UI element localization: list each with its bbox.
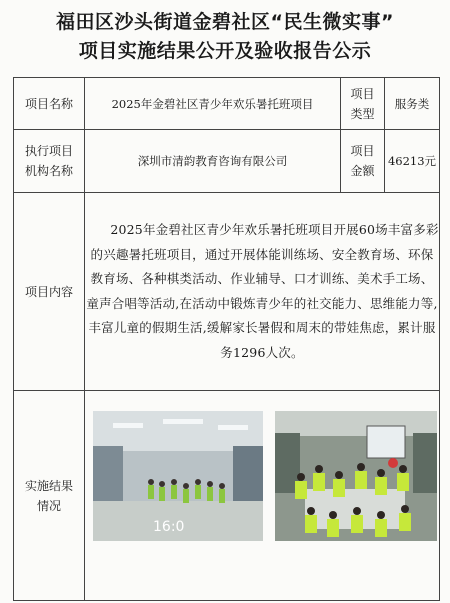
document-title: [0, 8, 450, 66]
result-label-line1: 实施结果: [24, 478, 73, 493]
row-content: [14, 193, 440, 391]
executor-label: [14, 130, 85, 193]
project-name-label: 项目名称: [14, 78, 85, 130]
amount-label-line1: 项目: [350, 144, 375, 158]
content-label: 项目内容: [14, 193, 85, 391]
row-project-name: [14, 78, 440, 130]
title-line-1: 福田区沙头街道金碧社区“民生微实事”: [56, 11, 394, 33]
project-type-value: 服务类: [385, 78, 440, 130]
report-table: [13, 77, 440, 601]
amount-label-line2: 金额: [350, 164, 375, 178]
title-line-2: 项目实施结果公开及验收报告公示: [78, 40, 372, 62]
photo-timestamp: 16:0: [153, 519, 185, 535]
project-type-label-line1: 项目: [350, 86, 375, 101]
result-photos-cell: [85, 391, 440, 601]
activity-photo-hall: [93, 411, 263, 541]
result-label-line2: 情况: [36, 498, 61, 513]
result-label: [14, 391, 85, 601]
project-name-value: 2025年金碧社区青少年欢乐暑托班项目: [85, 78, 341, 130]
executor-label-line2: 机构名称: [24, 164, 73, 178]
project-type-label: [341, 78, 385, 130]
executor-label-line1: 执行项目: [24, 144, 73, 158]
amount-value: 46213元: [385, 130, 440, 193]
executor-value: 深圳市清韵教育咨询有限公司: [85, 130, 341, 193]
row-result: [14, 391, 440, 601]
photo-hall-image: [93, 411, 263, 541]
project-type-label-line2: 类型: [350, 106, 375, 121]
row-executor: [14, 130, 440, 193]
amount-label: [341, 130, 385, 193]
photos-container: [85, 391, 439, 600]
activity-photo-classroom: [275, 411, 437, 541]
content-value: 2025年金碧社区青少年欢乐暑托班项目开展60场丰富多彩的兴趣暑托班项目，通过开展体能训练场、安全教育场、环保教育场、各种棋类活动、作业辅导、口才训练、美术手工场、童声合唱等活动,在活动中锻炼青少年的社交能力、思维能力等,丰富儿童的假期生活,缓解家长暑假和周末的带娃焦虑，累计服务1296人次。: [85, 193, 440, 391]
photo-classroom-image: [275, 411, 437, 541]
